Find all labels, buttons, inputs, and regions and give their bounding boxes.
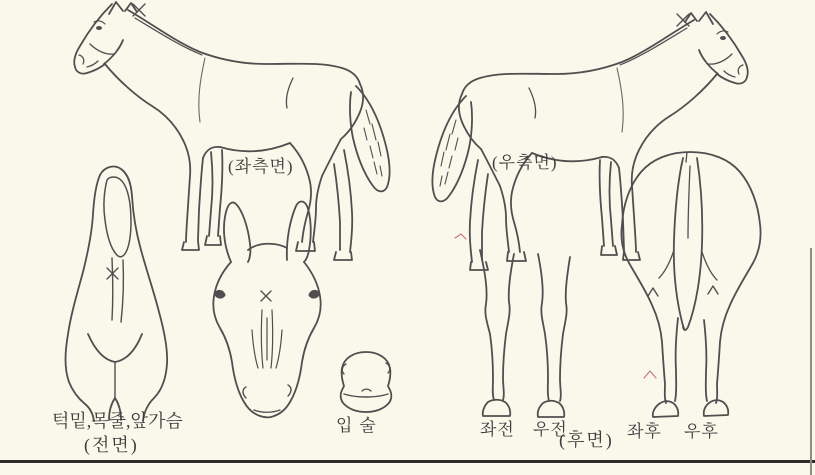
front-view-neck-chest-drawing [66, 167, 168, 421]
label-left-side-view: (좌측면) [228, 157, 294, 176]
label-left-rear: 좌후 [627, 422, 662, 441]
label-front-view: (전면) [84, 435, 139, 455]
horse-rear-view-drawing [621, 152, 760, 417]
horse-left-side-drawing [74, 2, 389, 260]
label-lips: 입술 [336, 416, 383, 435]
horse-right-side-drawing [432, 12, 747, 270]
label-front-parts: 턱밑,목줄,앞가슴 [52, 411, 183, 431]
right-rule-line [810, 248, 812, 475]
label-rear-view: (후면) [559, 430, 614, 450]
bottom-rule-line [0, 460, 815, 463]
label-left-front: 좌전 [480, 420, 515, 439]
front-legs-drawing [480, 250, 570, 417]
label-right-side-view: (우측면) [492, 153, 558, 172]
label-right-rear: 우후 [684, 422, 719, 441]
horse-head-front-drawing [213, 202, 321, 418]
label-right-front: 우전 [533, 420, 568, 439]
muzzle-lips-drawing [341, 352, 392, 412]
